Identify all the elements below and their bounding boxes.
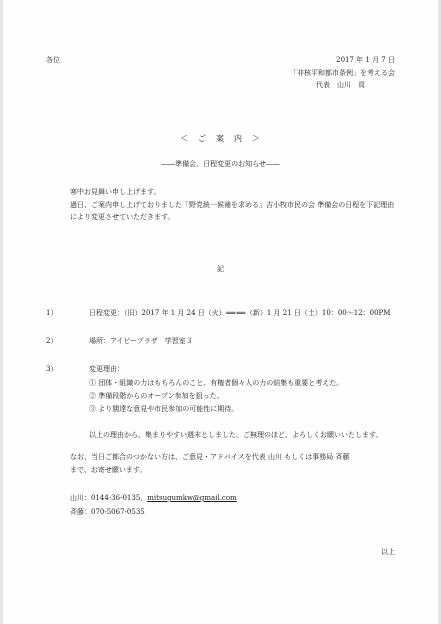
item-text: 変更理由： [89,365,124,373]
organization-name: 「非核平和都市条例」を考える会 [290,69,395,77]
item-number: 3） [46,365,58,373]
closing-line-2: まで、お寄せ願います。 [70,466,147,474]
item-text: 日程変更：（旧）2017 年 1 月 24 日（火）⟹⟹（新）1 月 21 日（土）10：00～12：00PM [89,309,391,317]
greeting: 寒中お見舞い申し上げます。 [70,188,161,196]
intro-line-2: により変更させていただきます。 [70,213,175,221]
contact-saito: 斉藤：070-5067-0535 [70,508,145,516]
reason-item: ③ より闊達な意見や市民参加の可能性に期待。 [89,405,239,413]
closing-line-1: なお、当日ご都合のつかない方は、ご意見・アドバイスを代表 山川 もしくは事務局 斉藤 [70,453,350,461]
document-date: 2017 年 1 月 7 日 [336,56,395,64]
ki-heading: 記 [217,265,224,273]
intro-line-1: 過日、ご案内申し上げておりました「野党統一候補を求める」吉小牧市民の会 準備会の日程を下記理由 [70,201,395,209]
document-title: ＜ ご 案 内 ＞ [180,134,261,143]
contact-yamakawa-email[interactable]: mitsugumkw@gmail.com [147,494,237,502]
scan-left-edge [0,0,3,624]
reason-item: ② 準備段階からのオープン参加を狙った。 [89,392,224,400]
closing-paragraph-1: 以上の理由から、集まりやすい週末としました。ご無理のほど、よろしくお願いいたします。 [89,431,383,439]
item-number: 1） [46,309,58,317]
representative-name: 代表 山川 貢 [316,81,365,89]
item-number: 2） [46,337,58,345]
addressee: 各位 [46,56,60,64]
document-subtitle: ――準備会、日程変更のお知らせ―― [161,160,280,168]
contact-yamakawa-phone: 山川：0144-36-0135、 [70,494,148,502]
contact-yamakawa [70,494,237,503]
end-mark: 以上 [381,548,395,556]
item-text: 場所：アイビープラザ 学習室３ [89,337,193,345]
reason-item: ① 団体・組織の力はもちろんのこと、有権者個々人の力の結集も重要と考えた。 [89,379,344,387]
